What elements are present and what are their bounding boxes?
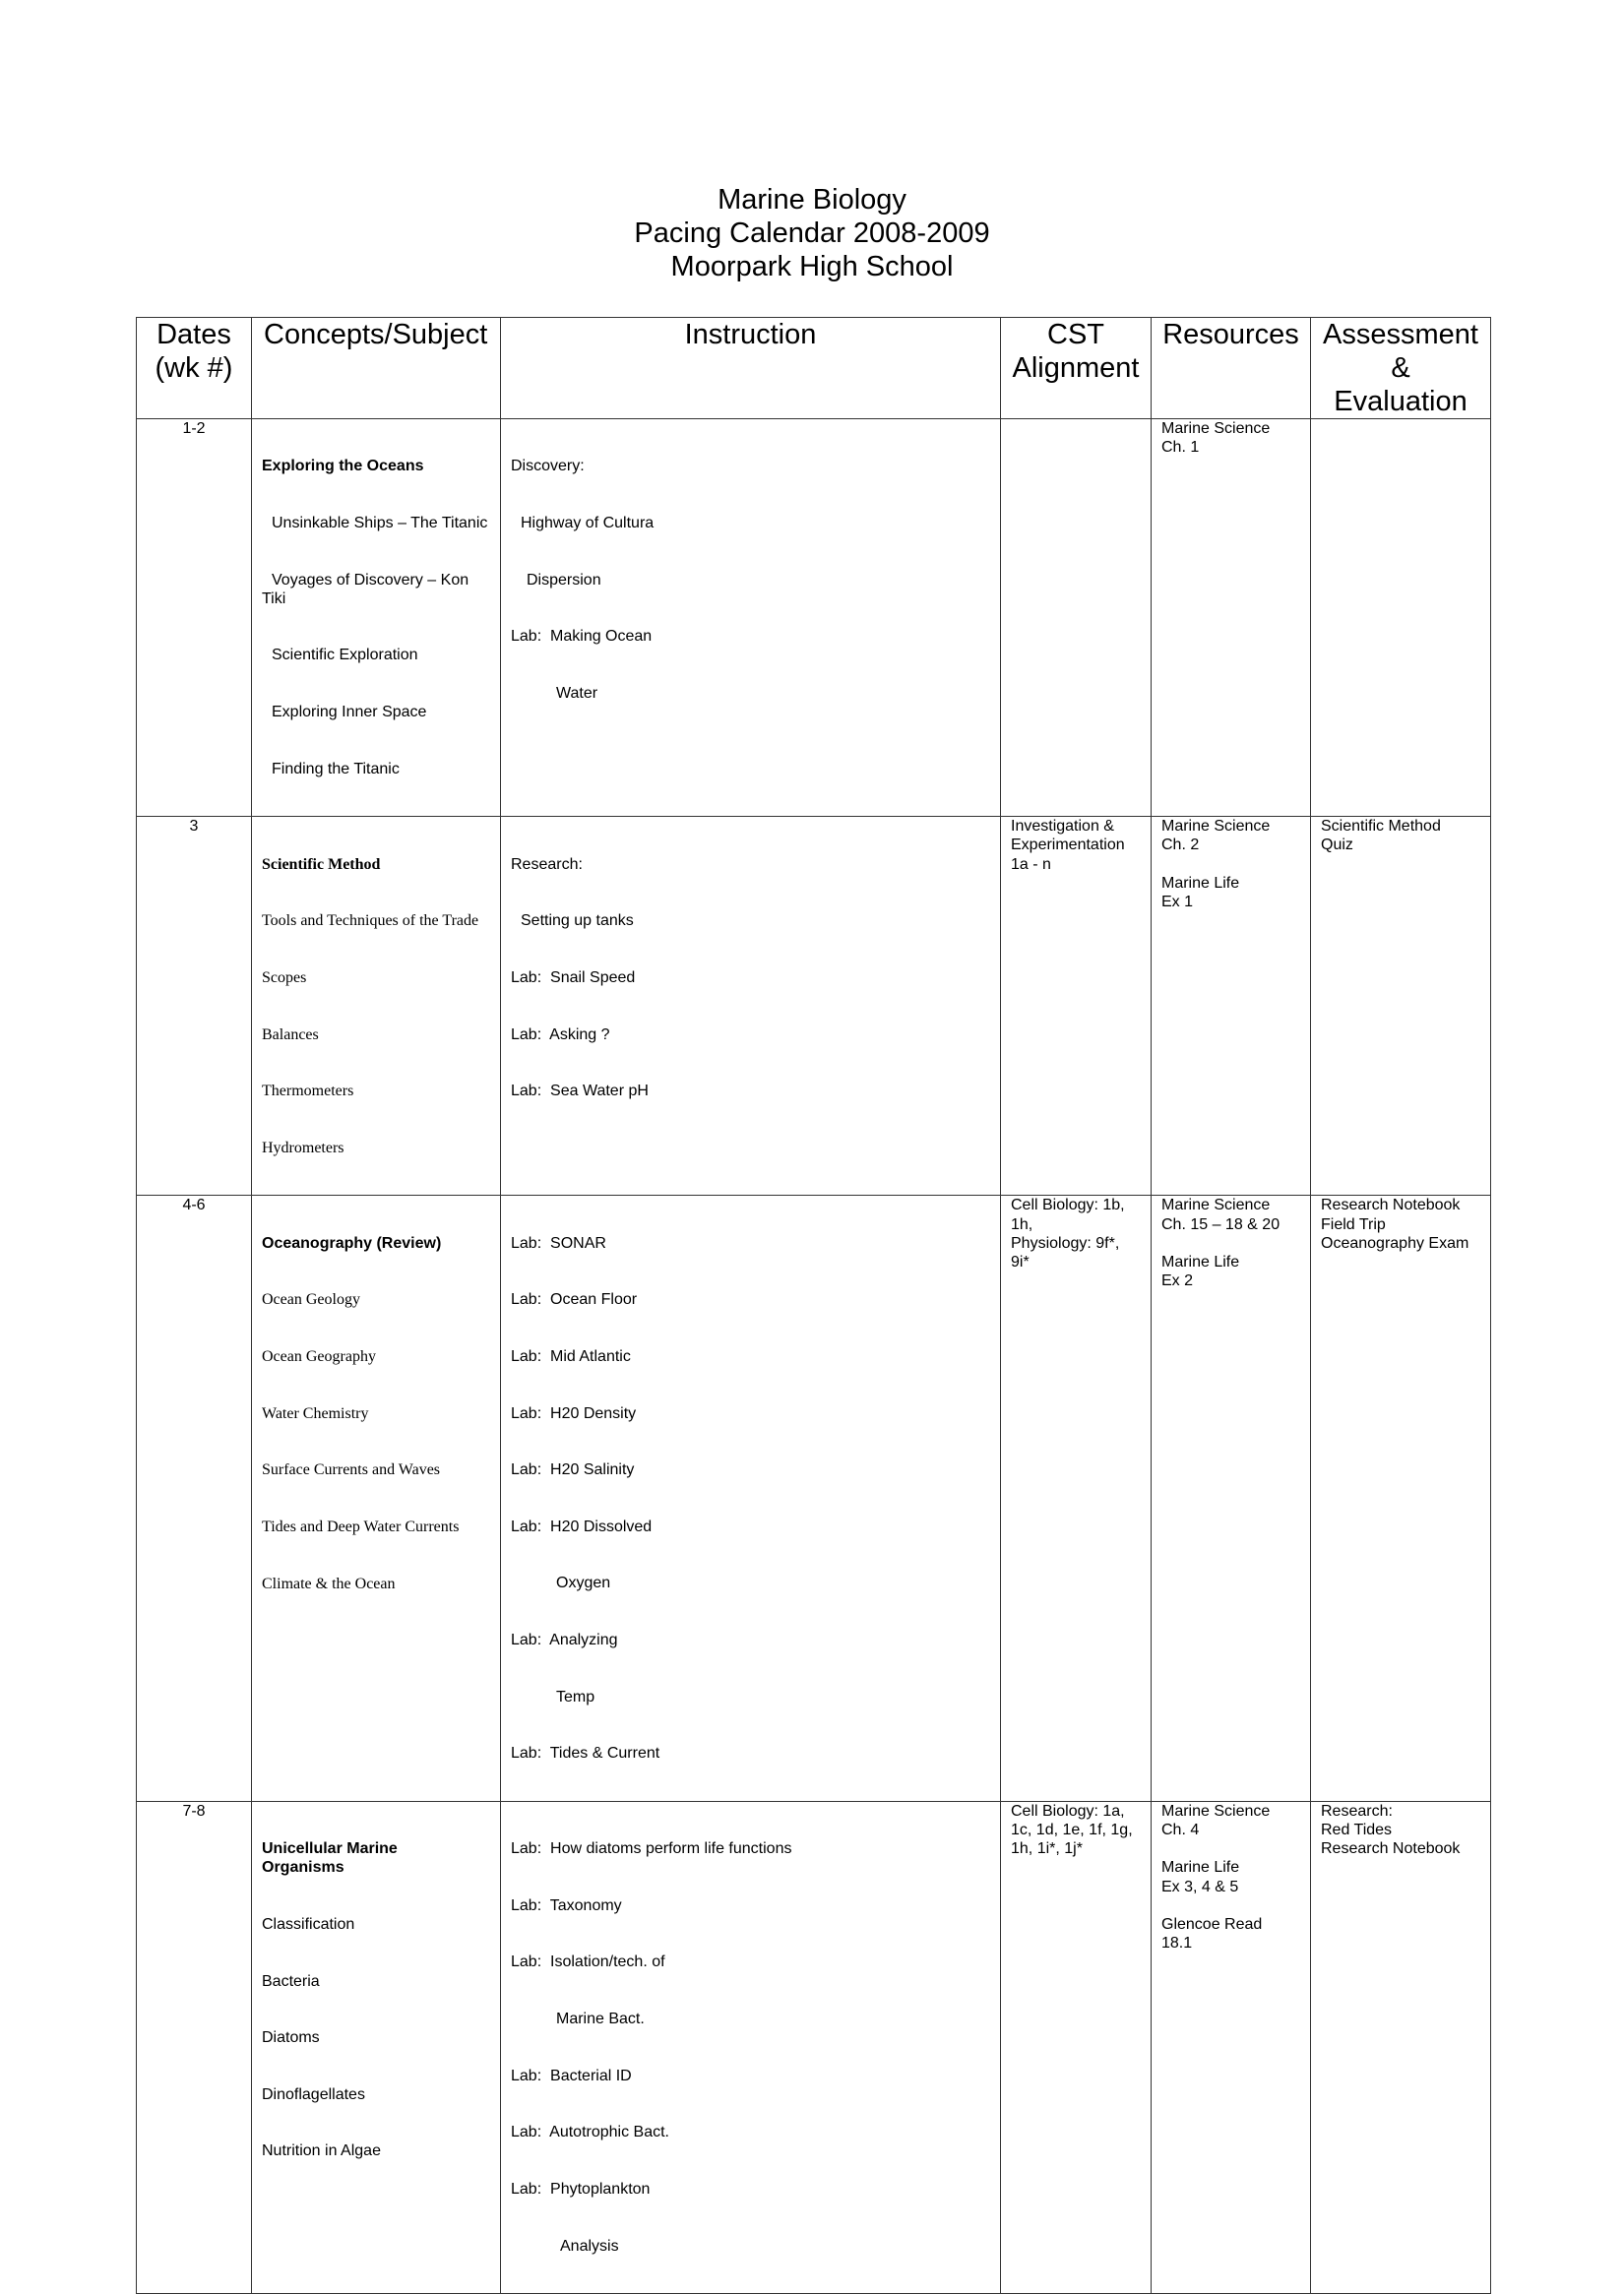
instruction-line: Highway of Cultura <box>521 515 655 532</box>
row-concepts <box>252 419 501 817</box>
instruction-line: Temp <box>556 1688 595 1705</box>
instruction-line: Setting up tanks <box>521 912 634 930</box>
concept-item: Tides and Deep Water Currents <box>262 1519 460 1536</box>
row-assessment: Research Notebook Field Trip Oceanography Exam <box>1311 1196 1491 1802</box>
concept-item: Tools and Techniques of the Trade <box>262 912 479 930</box>
instruction-line: Analysis <box>560 2237 619 2255</box>
instruction-line: Lab: Sea Water pH <box>511 1083 649 1100</box>
row-cst: Investigation & Experimentation 1a - n <box>1001 817 1152 1196</box>
row-assessment: Research: Red Tides Research Notebook <box>1311 1801 1491 2293</box>
instruction-line: Lab: H20 Dissolved <box>511 1518 653 1535</box>
concept-item: Climate & the Ocean <box>262 1575 396 1592</box>
header-cst: CST Alignment <box>1001 318 1152 419</box>
instruction-line: Lab: Autotrophic Bact. <box>511 2124 669 2141</box>
concept-item: Balances <box>262 1025 319 1043</box>
header-concepts: Concepts/Subject <box>252 318 501 419</box>
table-row <box>137 1801 1491 2293</box>
concept-item: Scopes <box>262 968 307 986</box>
row-concepts <box>252 1801 501 2293</box>
instruction-line: Lab: Snail Speed <box>511 968 636 986</box>
row-resources: Marine Science Ch. 1 <box>1152 419 1311 817</box>
row-cst: Cell Biology: 1a, 1c, 1d, 1e, 1f, 1g, 1h, 1i*, 1j* <box>1001 1801 1152 2293</box>
pacing-calendar-table <box>136 317 1491 2294</box>
concept-item: Bacteria <box>262 1972 320 1990</box>
instruction-line: Water <box>556 684 598 702</box>
row-resources: Marine Science Ch. 2 Marine Life Ex 1 <box>1152 817 1311 1196</box>
concept-item: Surface Currents and Waves <box>262 1461 441 1479</box>
concept-item: Nutrition in Algae <box>262 2142 381 2160</box>
concept-title: Oceanography (Review) <box>262 1234 442 1252</box>
row-instruction <box>501 1196 1001 1802</box>
table-row <box>137 817 1491 1196</box>
row-dates: 4-6 <box>137 1196 252 1802</box>
row-dates: 3 <box>137 817 252 1196</box>
title-school: Moorpark High School <box>670 251 954 282</box>
title-calendar: Pacing Calendar 2008-2009 <box>634 217 990 249</box>
instruction-line: Lab: Asking ? <box>511 1025 610 1043</box>
instruction-line: Lab: Isolation/tech. of <box>511 1953 665 1971</box>
document-title <box>0 183 1624 283</box>
header-resources: Resources <box>1152 318 1311 419</box>
concept-title: Exploring the Oceans <box>262 458 424 475</box>
instruction-line: Lab: Analyzing <box>511 1632 618 1648</box>
concept-item: Ocean Geology <box>262 1291 360 1309</box>
instruction-line: Lab: Mid Atlantic <box>511 1347 631 1365</box>
concept-item: Ocean Geography <box>262 1348 376 1366</box>
concept-item: Scientific Exploration <box>272 647 418 664</box>
row-cst <box>1001 419 1152 817</box>
row-concepts <box>252 817 501 1196</box>
concept-item: Unsinkable Ships – The Titanic <box>272 515 488 532</box>
concept-item: Exploring Inner Space <box>272 704 427 721</box>
instruction-line: Lab: Making Ocean <box>511 628 653 646</box>
row-resources: Marine Science Ch. 4 Marine Life Ex 3, 4 & 5 Glencoe Read 18.1 <box>1152 1801 1311 2293</box>
title-course: Marine Biology <box>718 184 906 216</box>
instruction-line: Dispersion <box>527 571 601 589</box>
header-dates: Dates (wk #) <box>137 318 252 419</box>
instruction-line: Lab: Taxonomy <box>511 1896 622 1914</box>
instruction-line: Research: <box>511 855 583 873</box>
table-row <box>137 419 1491 817</box>
row-resources: Marine Science Ch. 15 – 18 & 20 Marine Life Ex 2 <box>1152 1196 1311 1802</box>
instruction-line: Marine Bact. <box>556 2011 645 2028</box>
row-concepts <box>252 1196 501 1802</box>
header-row <box>137 318 1491 419</box>
row-cst: Cell Biology: 1b, 1h, Physiology: 9f*, 9i* <box>1001 1196 1152 1802</box>
row-instruction <box>501 1801 1001 2293</box>
row-instruction <box>501 419 1001 817</box>
instruction-line: Lab: H20 Density <box>511 1404 637 1422</box>
concept-item: Classification <box>262 1916 355 1934</box>
instruction-line: Lab: Phytoplankton <box>511 2180 651 2198</box>
row-dates: 1-2 <box>137 419 252 817</box>
instruction-line: Lab: SONAR <box>511 1234 606 1252</box>
concept-title: Unicellular Marine Organisms <box>262 1840 398 1877</box>
instruction-line: Lab: H20 Salinity <box>511 1461 635 1479</box>
row-instruction <box>501 817 1001 1196</box>
table-row <box>137 1196 1491 1802</box>
instruction-line: Discovery: <box>511 458 585 475</box>
instruction-line: Lab: Ocean Floor <box>511 1291 638 1309</box>
concept-item: Water Chemistry <box>262 1404 369 1422</box>
row-assessment <box>1311 419 1491 817</box>
concept-item: Finding the Titanic <box>272 760 400 777</box>
instruction-line: Lab: Tides & Current <box>511 1745 660 1763</box>
instruction-line: Lab: Bacterial ID <box>511 2067 632 2084</box>
concept-item: Dinoflagellates <box>262 2085 365 2103</box>
concept-item: Thermometers <box>262 1083 354 1100</box>
instruction-line: Lab: How diatoms perform life functions <box>511 1840 792 1858</box>
concept-item: Diatoms <box>262 2029 320 2047</box>
row-dates: 7-8 <box>137 1801 252 2293</box>
concept-item: Voyages of Discovery – Kon Tiki <box>262 571 473 607</box>
instruction-line: Oxygen <box>556 1575 611 1592</box>
concept-item: Hydrometers <box>262 1139 344 1156</box>
header-assessment: Assessment & Evaluation <box>1311 318 1491 419</box>
concept-title: Scientific Method <box>262 855 381 873</box>
header-instruction: Instruction <box>501 318 1001 419</box>
row-assessment: Scientific Method Quiz <box>1311 817 1491 1196</box>
